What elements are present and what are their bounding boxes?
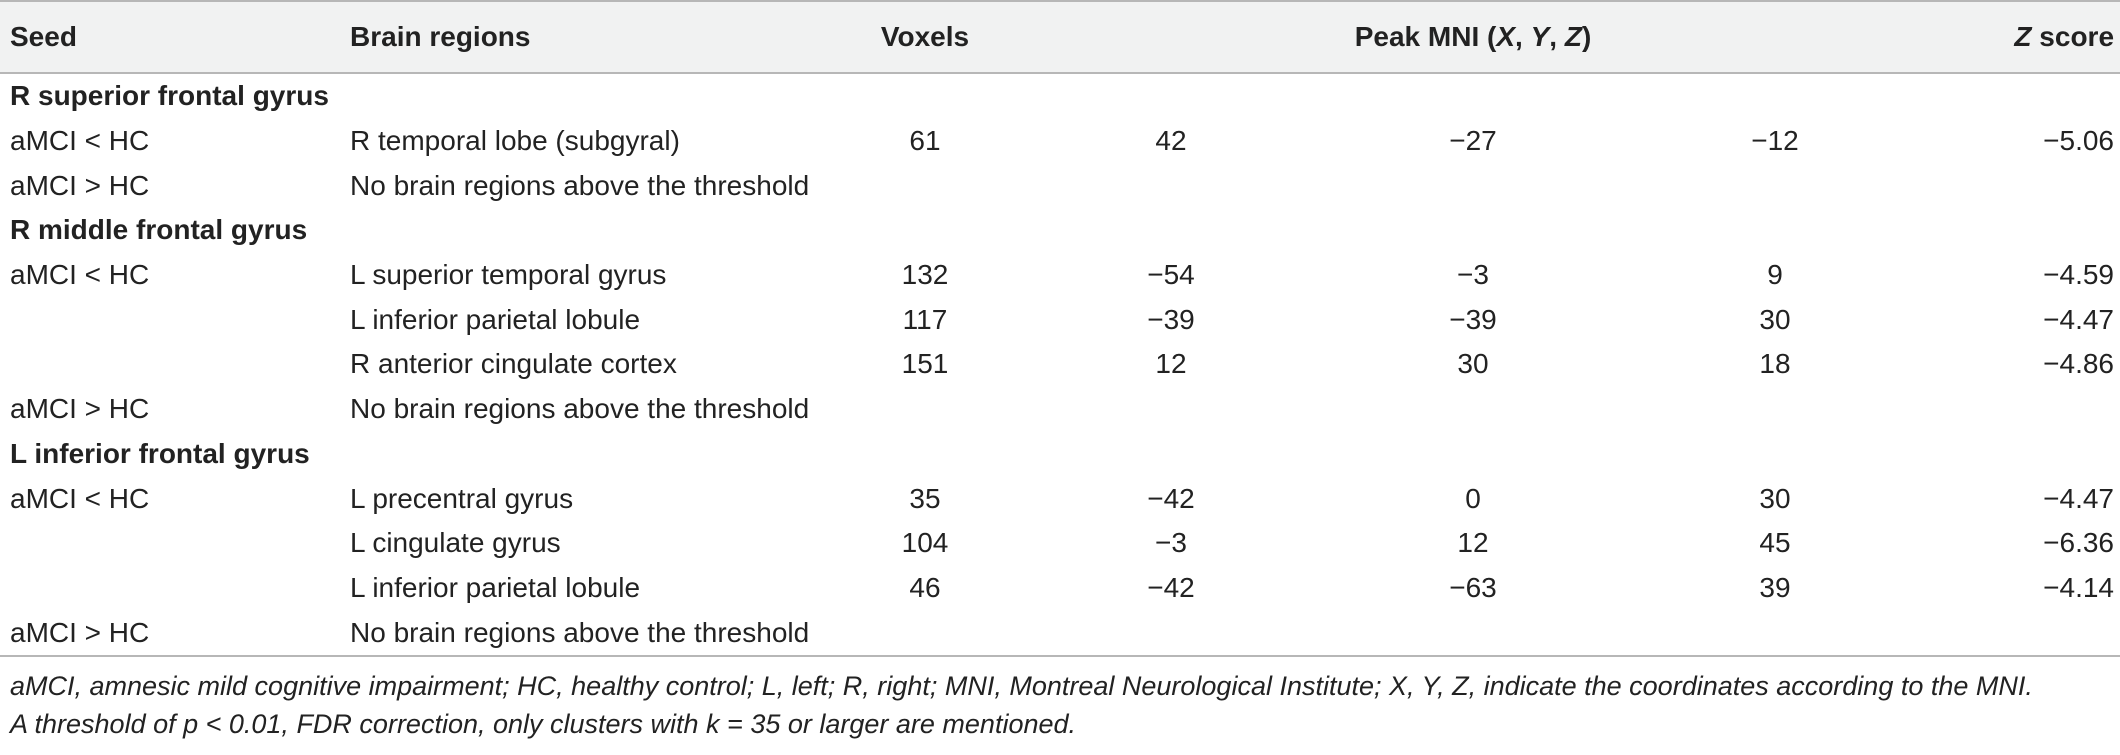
comparison-cell: aMCI > HC <box>0 610 340 656</box>
header-seed: Seed <box>0 1 340 73</box>
seed-name: R superior frontal gyrus <box>10 80 329 112</box>
region-cell: L inferior parietal lobule <box>350 571 641 603</box>
comparison-cell: aMCI > HC <box>10 393 150 425</box>
comparison-cell <box>0 297 340 342</box>
region-cell: R anterior cingulate cortex <box>350 348 677 380</box>
table-row <box>0 387 2120 432</box>
mni-x-cell: −42 <box>1147 482 1195 514</box>
z-score-cell: −4.14 <box>2043 571 2115 603</box>
z-score-cell: −4.59 <box>2043 259 2115 291</box>
table-row <box>0 521 2120 566</box>
region-cell: L superior temporal gyrus <box>350 259 667 291</box>
voxels-cell: 132 <box>901 259 949 291</box>
table-row <box>0 119 2120 164</box>
seed-row <box>0 73 2120 119</box>
voxels-cell: 46 <box>909 571 941 603</box>
table-row <box>0 297 2120 342</box>
region-cell: No brain regions above the threshold <box>350 169 810 201</box>
footnote-line-2: A threshold of p < 0.01, FDR correction, only clusters with k = 35 or larger are mentioned. <box>10 708 1077 739</box>
comparison-cell <box>0 342 340 387</box>
voxels-cell: 61 <box>909 125 941 157</box>
region-cell: R temporal lobe (subgyral) <box>350 125 680 157</box>
z-score-cell: −6.36 <box>2043 527 2115 559</box>
comparison-cell: aMCI < HC <box>10 259 150 291</box>
table-row <box>0 566 2120 611</box>
header-z-score: Z score <box>1926 1 2120 73</box>
voxels-cell: 117 <box>902 303 948 335</box>
mni-x-cell: −42 <box>1147 571 1195 603</box>
mni-z-cell: 39 <box>1759 571 1791 603</box>
comparison-cell <box>0 521 340 566</box>
voxels-cell: 104 <box>901 527 949 559</box>
mni-y-cell: −3 <box>1457 259 1489 291</box>
table-header-row <box>0 1 2120 73</box>
region-cell: L precentral gyrus <box>350 482 574 514</box>
table-row <box>0 476 2120 521</box>
table-row <box>0 163 2120 208</box>
comparison-cell <box>0 566 340 611</box>
region-cell: No brain regions above the threshold <box>350 393 810 425</box>
mni-y-cell: 0 <box>1465 482 1481 514</box>
header-peak-mni: Peak MNI (X, Y, Z) <box>1020 1 1926 73</box>
region-cell: No brain regions above the threshold <box>340 610 2120 656</box>
mni-z-cell: 45 <box>1759 527 1791 559</box>
seed-row <box>0 432 2120 477</box>
voxels-cell: 151 <box>901 348 949 380</box>
footnote-line-1: aMCI, amnesic mild cognitive impairment; HC, healthy control; L, left; R, right; MNI, Montreal Neurological Institute; X, Y, Z, indicate the coordinates according to the MNI. <box>10 670 2033 701</box>
mni-y-cell: 30 <box>1457 348 1489 380</box>
region-cell: L inferior parietal lobule <box>350 303 641 335</box>
region-cell: L cingulate gyrus <box>350 527 561 559</box>
table-row <box>0 610 2120 656</box>
header-voxels: Voxels <box>830 1 1020 73</box>
mni-x-cell: 12 <box>1155 348 1187 380</box>
mni-y-cell: −63 <box>1449 571 1497 603</box>
voxels-cell: 35 <box>909 482 941 514</box>
comparison-cell: aMCI > HC <box>10 169 150 201</box>
seed-name: L inferior frontal gyrus <box>10 437 310 469</box>
comparison-cell: aMCI < HC <box>10 125 150 157</box>
table-row <box>0 342 2120 387</box>
mni-x-cell: −3 <box>1155 527 1187 559</box>
comparison-cell: aMCI < HC <box>10 482 150 514</box>
mni-z-cell: 18 <box>1759 348 1791 380</box>
mni-y-cell: −39 <box>1449 303 1497 335</box>
mni-y-cell: −27 <box>1449 125 1497 157</box>
seed-row <box>0 208 2120 253</box>
z-score-cell: −4.86 <box>2043 348 2115 380</box>
mni-x-cell: −54 <box>1147 259 1195 291</box>
table-row <box>0 253 2120 298</box>
table-footnote <box>0 657 2120 743</box>
mni-x-cell: 42 <box>1155 125 1187 157</box>
seed-name: R middle frontal gyrus <box>10 214 308 246</box>
mni-z-cell: 9 <box>1767 259 1783 291</box>
mni-z-cell: −12 <box>1751 125 1799 157</box>
header-brain-regions: Brain regions <box>340 1 830 73</box>
mni-x-cell: −39 <box>1147 303 1195 335</box>
mni-z-cell: 30 <box>1759 482 1791 514</box>
z-score-cell: −4.47 <box>2043 482 2115 514</box>
mni-y-cell: 12 <box>1457 527 1489 559</box>
mni-z-cell: 30 <box>1759 303 1791 335</box>
z-score-cell: −5.06 <box>2043 125 2115 157</box>
z-score-cell: −4.47 <box>2043 303 2115 335</box>
